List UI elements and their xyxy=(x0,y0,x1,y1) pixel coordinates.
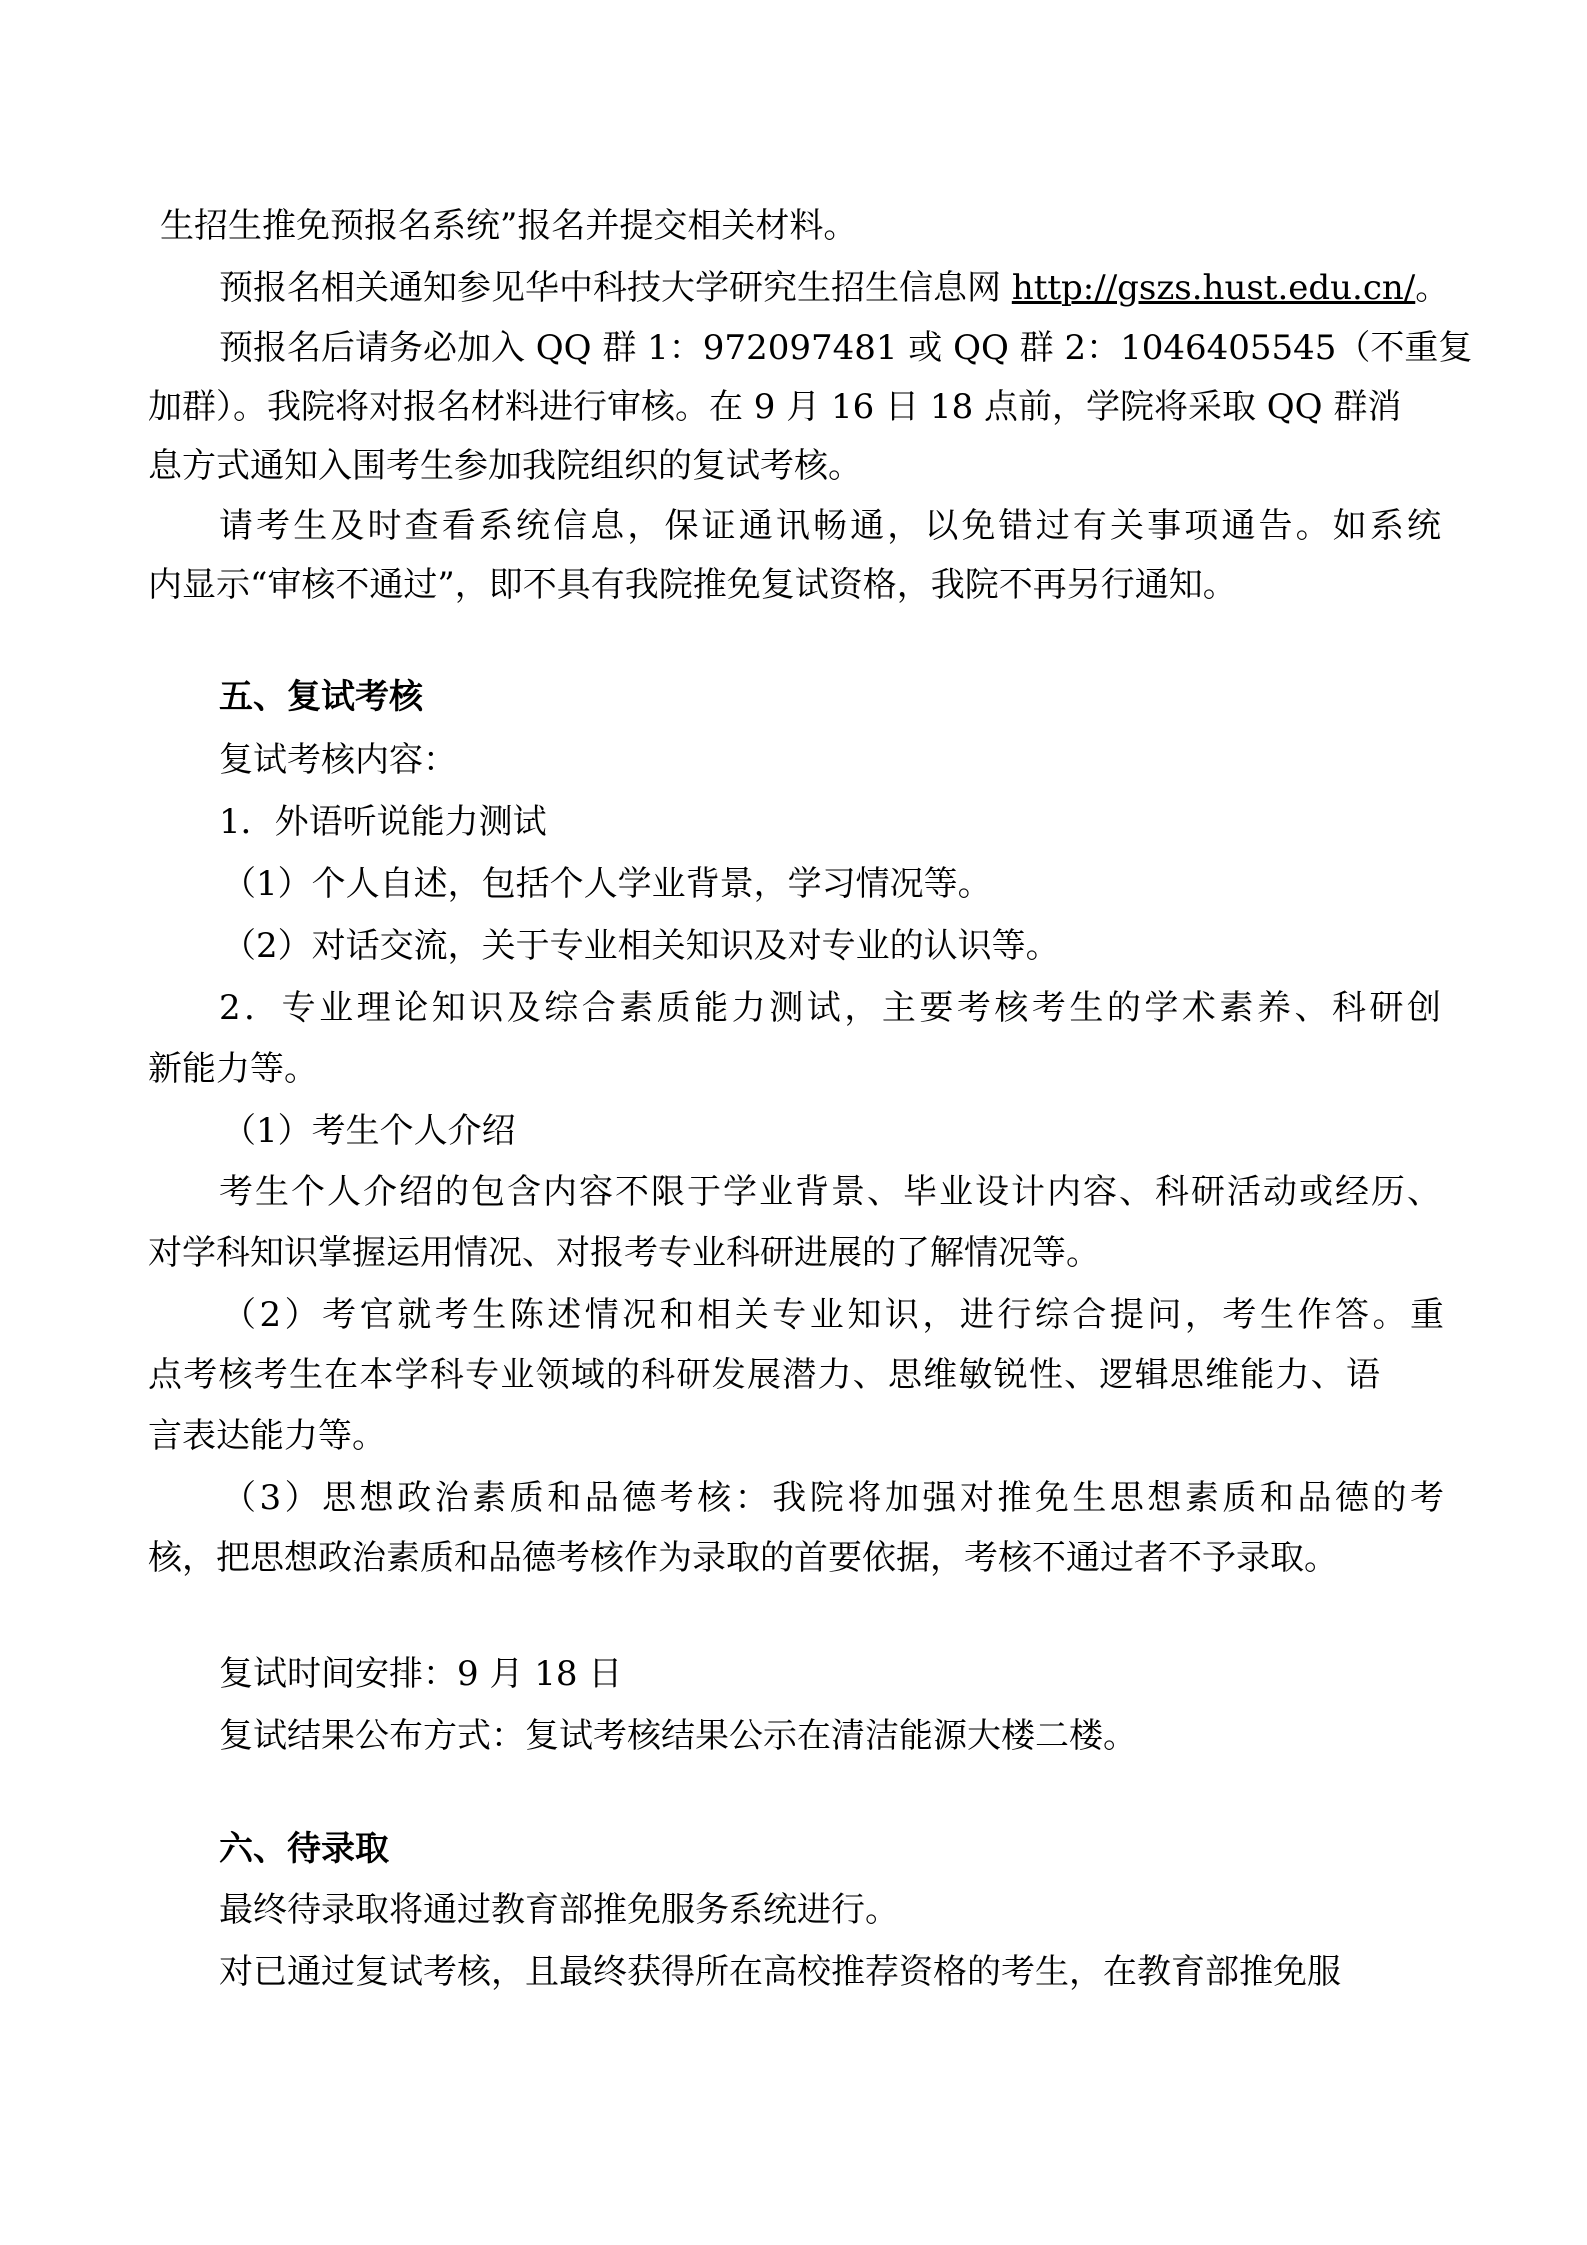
list-item: （1）考生个人介绍 xyxy=(222,1111,516,1151)
list-item: 2．专业理论知识及综合素质能力测试，主要考核考生的学术素养、科研创 xyxy=(219,988,1441,1028)
paragraph-line: 内显示“审核不通过”，即不具有我院推免复试资格，我院不再另行通知。 xyxy=(148,565,1237,605)
paragraph-line: 对已通过复试考核，且最终获得所在高校推荐资格的考生，在教育部推免服 xyxy=(219,1952,1341,1992)
paragraph-line: 对学科知识掌握运用情况、对报考专业科研进展的了解情况等。 xyxy=(148,1233,1100,1273)
paragraph-line: 预报名后请务必加入 QQ 群 1：972097481 或 QQ 群 2：1046405545（不重复 xyxy=(219,328,1473,368)
paragraph-line: 请考生及时查看系统信息，保证通讯畅通，以免错过有关事项通告。如系统 xyxy=(219,506,1441,546)
list-item: （1）个人自述，包括个人学业背景，学习情况等。 xyxy=(222,864,992,904)
paragraph-line: 最终待录取将通过教育部推免服务系统进行。 xyxy=(219,1890,899,1930)
list-item: 1．外语听说能力测试 xyxy=(219,802,547,842)
paragraph-line: 考生个人介绍的包含内容不限于学业背景、毕业设计内容、科研活动或经历、 xyxy=(219,1172,1441,1212)
schedule-line: 复试时间安排：9 月 18 日 xyxy=(219,1654,623,1694)
paragraph-line: 核，把思想政治素质和品德考核作为录取的首要依据，考核不通过者不予录取。 xyxy=(148,1538,1338,1578)
list-item: （3）思想政治素质和品德考核：我院将加强对推免生思想素质和品德的考 xyxy=(222,1478,1444,1518)
result-announcement-line: 复试结果公布方式：复试考核结果公示在清洁能源大楼二楼。 xyxy=(219,1716,1137,1756)
paragraph-line: 点考核考生在本学科专业领域的科研发展潜力、思维敏锐性、逻辑思维能力、语 xyxy=(148,1355,1380,1395)
list-item: （2）考官就考生陈述情况和相关专业知识，进行综合提问，考生作答。重 xyxy=(222,1295,1444,1335)
paragraph-line: 言表达能力等。 xyxy=(148,1416,386,1456)
list-item: （2）对话交流，关于专业相关知识及对专业的认识等。 xyxy=(222,926,1060,966)
gszs-website-link[interactable]: http://gszs.hust.edu.cn/ xyxy=(1011,268,1416,308)
list-item-continuation: 新能力等。 xyxy=(148,1049,318,1089)
paragraph-line: 息方式通知入围考生参加我院组织的复试考核。 xyxy=(148,446,862,486)
notice-reference-suffix: 。 xyxy=(1415,268,1450,308)
section-5-content-label: 复试考核内容： xyxy=(219,740,457,780)
paragraph-line: 加群）。我院将对报名材料进行审核。在 9 月 16 日 18 点前，学院将采取 QQ 群消 xyxy=(148,387,1402,427)
notice-reference-text: 预报名相关通知参见华中科技大学研究生招生信息网 xyxy=(219,268,1012,308)
paragraph-line: 生招生推免预报名系统”报名并提交相关材料。 xyxy=(160,206,858,246)
notice-reference-line xyxy=(219,266,1449,310)
section-6-heading: 六、待录取 xyxy=(219,1829,389,1869)
section-5-heading: 五、复试考核 xyxy=(219,677,423,717)
